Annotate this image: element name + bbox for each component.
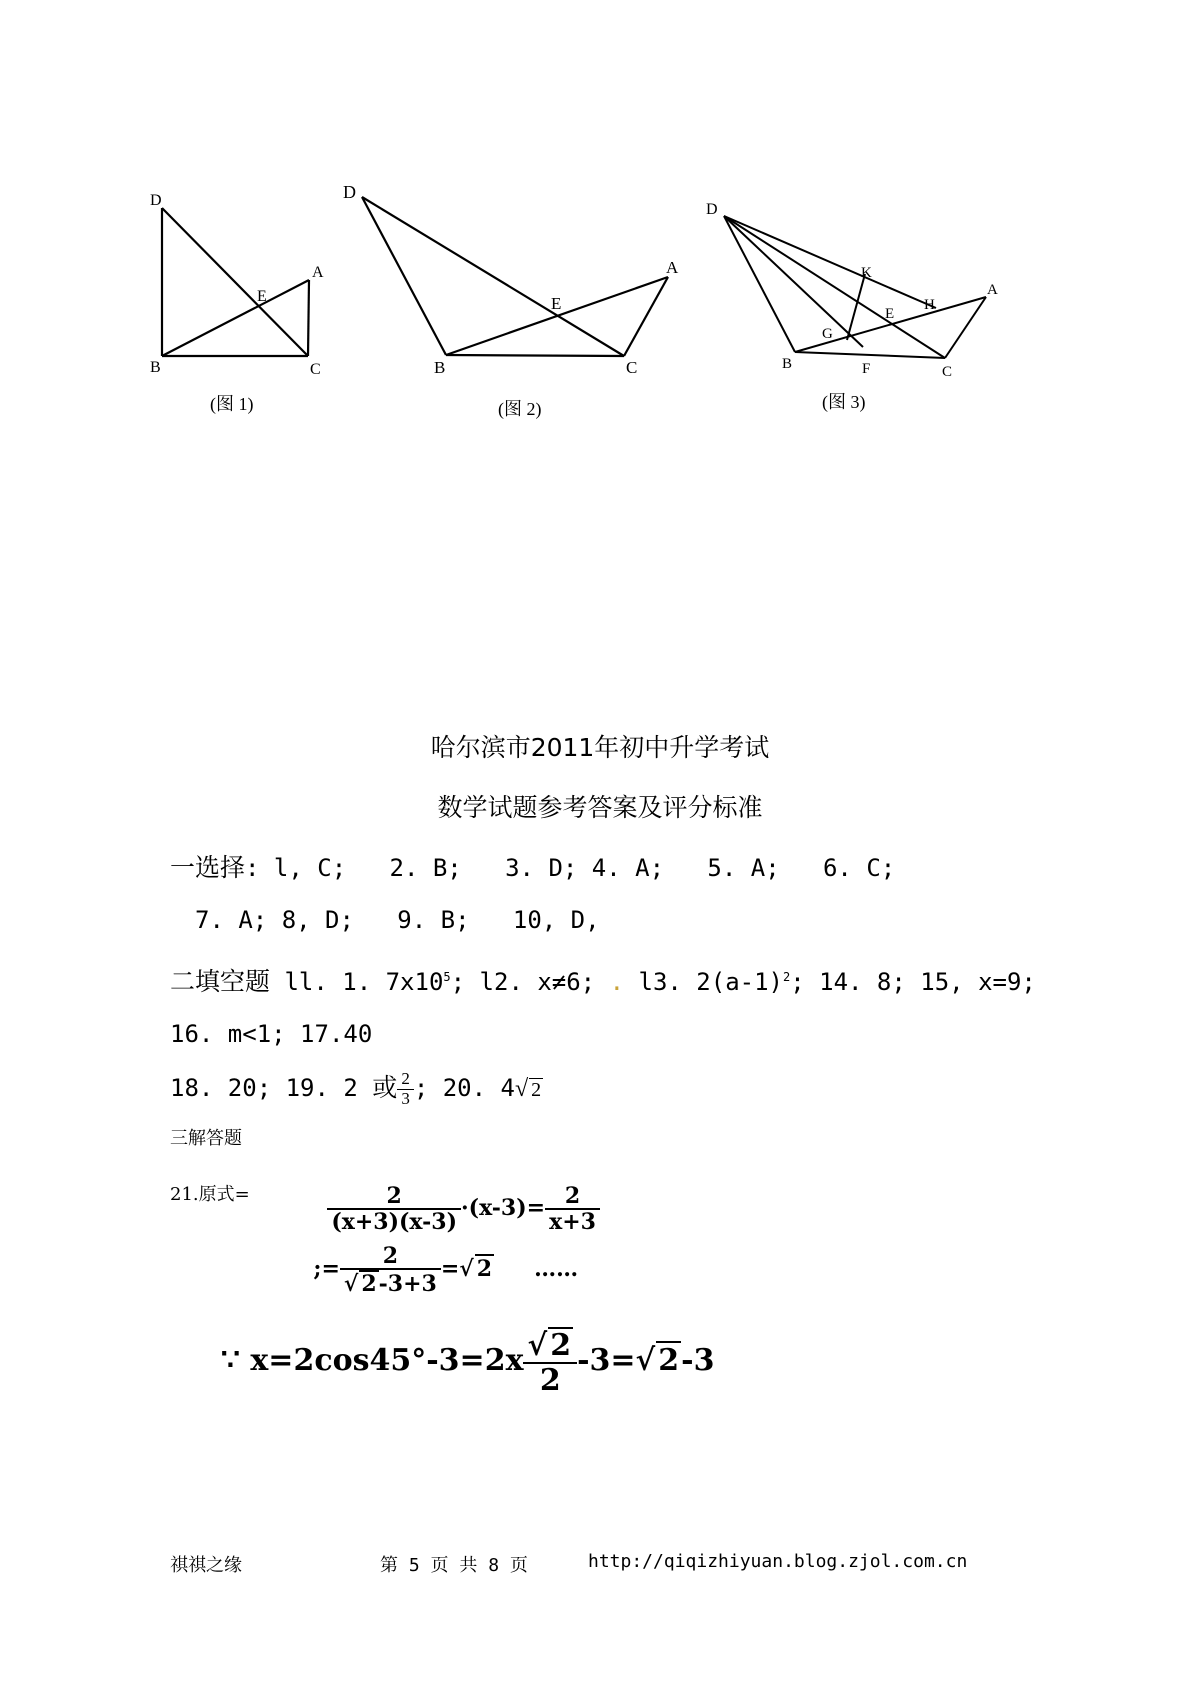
sqrt-symbol: √ [514, 1076, 529, 1102]
footer-total-word: 页 [509, 1555, 528, 1576]
figure-1 [140, 180, 350, 380]
fill-answers-line-2: 16. m<1; 17.40 [170, 1020, 373, 1048]
q21-fraction-1-num: 2 [327, 1184, 461, 1210]
answer-11-exponent: 5 [443, 970, 451, 984]
point-label-c: C [626, 358, 638, 377]
footer-url[interactable]: http://qiqizhiyuan.blog.zjol.com.cn [588, 1551, 968, 1572]
point-label-b: B [150, 359, 161, 376]
doc-subtitle: 数学试题参考答案及评分标准 [437, 793, 763, 822]
segment-dh [724, 216, 936, 308]
footer-current-page: 5 [408, 1555, 420, 1576]
point-label-b: B [434, 358, 446, 377]
segment-df [724, 216, 863, 347]
figure-1-caption: (图 1) [210, 394, 254, 414]
q21-ellipsis: …… [534, 1256, 579, 1283]
q21-row-2-sqrt: 2 [476, 1256, 493, 1283]
footer-page-word: 页 [430, 1555, 449, 1576]
point-label-a: A [666, 258, 679, 277]
q21-fraction-4-sqrt: 2 [550, 1328, 572, 1363]
doc-title: 哈尔滨市2011年初中升学考试 [430, 733, 770, 762]
point-label-b: B [782, 356, 793, 372]
point-label-h: H [924, 297, 935, 313]
point-label-e: E [551, 294, 562, 313]
point-label-e: E [257, 288, 267, 305]
footer-page-number [380, 1551, 528, 1577]
footer-total-prefix: 共 [459, 1555, 478, 1576]
choice-answers-line-1 [170, 848, 895, 884]
segment-dc [162, 208, 308, 356]
answer-13-exponent: 2 [783, 970, 791, 984]
answers-13-15: ; 14. 8; 15, x=9; [790, 968, 1036, 996]
q21-fraction-3-tail: -3+3 [378, 1271, 437, 1298]
q21-row-3-sqrt-symbol: √ [635, 1343, 656, 1378]
section-3-label: 三解答题 [170, 1128, 242, 1149]
point-label-a: A [312, 264, 324, 281]
answer-20: ; 20. 4 [413, 1074, 515, 1102]
figure-2 [335, 175, 695, 390]
q21-row-3-sqrt: 2 [658, 1343, 680, 1378]
answer-11: ll. 1. 7x10 [270, 968, 444, 996]
fraction-two-thirds [397, 1070, 414, 1108]
segment-db [362, 197, 446, 355]
section-1-label: 一选择 [170, 853, 246, 882]
point-label-a: A [987, 282, 998, 298]
choice-answers-1: : l, C; 2. B; 3. D; 4. A; 5. A; 6. C; [245, 854, 896, 882]
q21-row-1-mid: ·(x-3)= [461, 1195, 546, 1222]
footer-page-prefix: 第 [380, 1555, 398, 1576]
q21-fraction-4-den: 2 [539, 1363, 561, 1398]
segment-dc [724, 216, 945, 358]
answer-12: ; l2. x≠6; [450, 968, 610, 996]
point-label-c: C [942, 364, 953, 380]
point-label-f: F [862, 361, 871, 377]
q21-fraction-1-den: (x+3)(x-3) [331, 1209, 457, 1236]
fill-answers-line-3 [170, 1068, 543, 1108]
fraction-denominator: 3 [401, 1088, 410, 1108]
q21-row-3-lead: ∵ x=2cos45°-3=2x [220, 1343, 524, 1378]
choice-answers-line-2: 7. A; 8, D; 9. B; 10, D, [195, 906, 600, 934]
figure-3-caption: (图 3) [822, 392, 866, 412]
sqrt-radicand: 2 [531, 1079, 542, 1101]
point-label-k: K [861, 265, 872, 281]
point-label-d: D [150, 192, 162, 209]
segment-ba [162, 280, 309, 356]
q21-fraction-3-den: √ 2-3+3 [343, 1271, 437, 1298]
q21-sqrt-symbol: √ [459, 1256, 474, 1283]
q21-fraction-3 [340, 1244, 441, 1296]
section-2-label: 二填空题 [170, 967, 271, 996]
segment-db [724, 216, 795, 352]
q21-fraction-3-sqrt: 2 [361, 1271, 377, 1298]
stray-dot: . [609, 968, 625, 996]
point-label-d: D [706, 201, 718, 218]
segment-ba [446, 277, 668, 355]
fraction-numerator: 2 [397, 1070, 414, 1090]
segment-bc [446, 355, 624, 356]
segment-bc [795, 352, 945, 358]
point-label-g: G [822, 326, 833, 342]
answer-13: l3. 2(a-1) [624, 968, 783, 996]
q21-row-2 [298, 1218, 578, 1296]
q21-fraction-2-num: 2 [545, 1184, 600, 1210]
q21-row-3 [200, 1292, 714, 1397]
segment-ca [624, 277, 668, 356]
point-label-e: E [885, 306, 895, 322]
answers-18-19: 18. 20; 19. 2 [170, 1074, 373, 1102]
q21-fraction-2-den: x+3 [549, 1209, 596, 1236]
point-label-d: D [343, 182, 356, 202]
point-label-c: C [310, 361, 321, 378]
figure-3 [700, 190, 1020, 390]
q21-fraction-4-num: √ 2 [523, 1327, 577, 1364]
q21-row-2-lead: ;= [313, 1256, 340, 1283]
q21-row-3-tail: -3 [681, 1343, 715, 1378]
segment-ca [308, 280, 309, 356]
q21-row-2-eq: = [440, 1256, 460, 1283]
figure-2-caption: (图 2) [498, 399, 542, 419]
segment-dc [362, 197, 624, 356]
footer-left [170, 1551, 242, 1577]
segment-kg [847, 274, 865, 340]
footer-total-pages: 8 [488, 1555, 500, 1576]
or-word: 或 [372, 1073, 398, 1102]
q21-fraction-3-num: 2 [340, 1244, 441, 1270]
fill-answers-line-1 [170, 962, 1036, 998]
footer-site-name: 祺祺之缘 [170, 1555, 242, 1576]
q21-fraction-4 [523, 1327, 577, 1397]
q21-row-3-mid: -3= [577, 1343, 636, 1378]
question-21-label: 21.原式= [170, 1184, 250, 1205]
